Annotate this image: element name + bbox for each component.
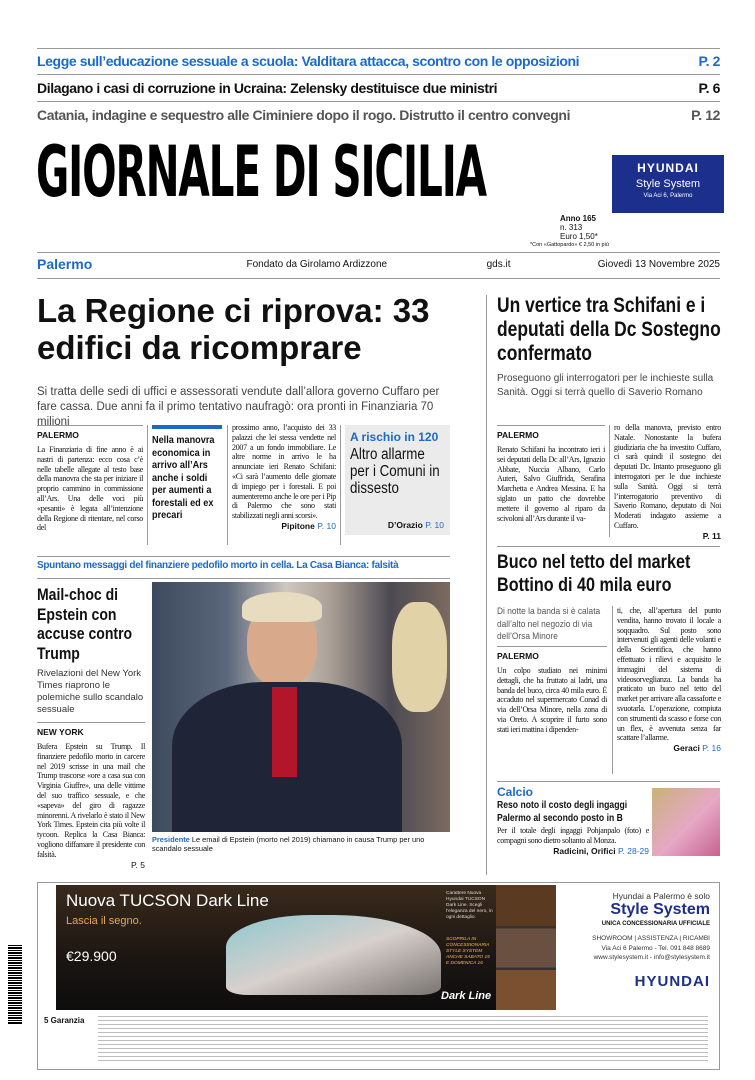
caption-label: Presidente [152, 835, 190, 844]
epstein-column [37, 586, 145, 870]
page-ref[interactable]: P. 16 [702, 743, 721, 754]
ad-tagline: Lascia il segno. [66, 915, 142, 927]
box-headline: Altro allarme per i Comuni in dissesto [350, 446, 440, 497]
pohjanpalo-photo [652, 788, 720, 856]
epstein-headline[interactable]: Mail-choc di Epstein con accuse contro Trump [37, 586, 133, 663]
prezzo-nota: *Con «Gattopardo» € 2,50 in più [530, 242, 609, 248]
caption-text: Le email di Epstein (morto nel 2019) chiamano in causa Trump per uno scandalo sessuale [152, 835, 425, 853]
kicker: NEW YORK [37, 722, 145, 737]
page-ref[interactable]: P. 28-29 [617, 845, 649, 856]
dark-line-logo: Dark Line [441, 990, 492, 1002]
ad-side-text: Carattere Nuova Hyundai TUCSON Dark Line. Scegli l’eleganza del nero, in ogni dettaglio. [446, 891, 493, 920]
teaser-text: Catania, indagine e sequestro alle Ciminiere dopo il rogo. Distrutto il centro convegni [37, 107, 571, 123]
ad-thumbnails [496, 885, 556, 1010]
prezzo: Euro 1,50* [560, 232, 598, 241]
lead-headline[interactable]: La Regione ci riprova: 33 edifici da ricomprare [37, 292, 430, 366]
lead-sidebar [152, 425, 222, 522]
dealer-address: Via Aci 6, Palermo [643, 193, 693, 199]
dealer-name: Style System [635, 178, 701, 190]
box-kicker: A rischio in 120 [350, 430, 439, 444]
kicker: PALERMO [497, 425, 605, 440]
ad-fine-print [98, 1016, 708, 1061]
teaser-page: P. 12 [691, 107, 720, 123]
hyundai-top-ad[interactable] [612, 155, 724, 213]
founder: Fondato da Girolamo Ardizzone [246, 258, 388, 270]
market-headline[interactable]: Buco nel tetto del market Bottino di 40 mila euro [497, 551, 691, 596]
numero: n. 313 [560, 223, 583, 232]
lead-subhead: Si tratta delle sedi di uffici e assessorati vendute dall’allora governo Cuffaro per fare cassa. Due anni fa il primo tentativo naufragò: ora pronti in Finanziaria 70 milioni [37, 386, 440, 428]
lead-kicker: PALERMO [37, 425, 143, 440]
services: SHOWROOM | ASSISTENZA | RICAMBI [592, 935, 710, 942]
body: Renato Schifani ha incontrato ieri i sei deputati della Dc all’Ars, Ignazio Abbate, Nuccia Albano, Carlo Auteri, Salvo Giuffrida, Serafina Marchetta e Andrea Messina. E ha siglato un patto che dovrebbe mettere il governo al riparo da scivoloni all’Ars durante il va- [497, 445, 605, 523]
lead-body-cont: prossimo anno, l’acquisto dei 33 palazzi che lei stessa vendette nel 2007 a un fondo immobiliare. Le altre norme in arrivo le ha annunciate ieri Renato Schifani: «Ci sarà l’aumento delle giornate di impiego per i forestali. E poi aumenteremo anche le ore per i Pip di Palermo che sono stati stabilizzati negli anni scorsi». [232, 423, 336, 521]
photo-caption [152, 835, 452, 853]
address: Via Aci 6 Palermo - Tel. 091 848 8689 [601, 945, 710, 952]
hyundai-logo: HYUNDAI [634, 973, 710, 990]
warranty-badge: 5 Garanzia [44, 1016, 85, 1025]
box-comuni[interactable] [345, 425, 450, 535]
calcio-item [497, 785, 649, 856]
market-subhead: Di notte la banda si è calata dall’alto nel negozio di via dell’Orsa Minore [497, 606, 601, 642]
right-lead-subhead: Proseguono gli interrogatori per le inchieste sulla Sanità. Oggi si terrà quello di Saverio Romano [497, 373, 714, 398]
date: Giovedì 13 Novembre 2025 [597, 258, 720, 270]
body: Un colpo studiato nei minimi dettagli, che ha fruttato ai ladri, una banda del buco, circa 40 mila euro. È accaduto nel supermercato Conad di via dell’Orsa Minore, nella zona di via Oreto. A scoprire il furto sono stati ieri mattina i dipenden- [497, 666, 607, 734]
teaser-text: Legge sull’educazione sessuale a scuola: Valditara attacca, scontro con le opposizioni [37, 53, 580, 69]
lead-body: La Finanziaria di fine anno è ai nastri di partenza: ecco cosa c’è nelle tabelle allegate al testo base della manovra che sta per iniziare il proprio cammino in commissione all’Ars. Una delle voci più «pesanti» è legata all’intenzione della Regione di ritentare, nel corso del [37, 445, 143, 533]
epstein-subhead: Rivelazioni del New York Times riaprono le polemiche sullo scandalo sessuale [37, 668, 144, 715]
sidebar-text: Nella manovra economica in arrivo all’Ars anche i soldi per aumenti a forestali ed ex precari [152, 434, 215, 521]
barcode [8, 945, 22, 1025]
kicker: PALERMO [497, 646, 607, 661]
masthead-title: GIORNALE DI SICILIA [36, 131, 486, 213]
calcio-kicker: Calcio [497, 785, 534, 799]
page-ref[interactable]: P. 10 [425, 520, 444, 530]
dealer-name: Style System [610, 901, 710, 918]
teaser-3[interactable] [37, 107, 720, 123]
page-ref[interactable]: P. 11 [702, 530, 721, 541]
web[interactable]: www.stylesystem.it - info@stylesystem.it [593, 954, 710, 961]
body: Bufera Epstein su Trump. Il finanziere pedofilo morto in carcere nel 2019 scrisse in una mail che Trump trascorse «ore a casa sua con Virginia Giuffre», una delle vittime del suo traffico sessuale, e che «sapeva» del giro di ragazze minorenni. A rivelarlo è stato il New York Times. Epstein cita più volte il tycoon. Replica la Casa Bianca: vogliono diffamare il presidente con falsità. [37, 742, 145, 859]
right-lead-headline[interactable]: Un vertice tra Schifani e i deputati della Dc Sostegno confermato [497, 294, 721, 365]
ad-price: €29.900 [66, 948, 117, 964]
ad-side-cta: SCOPRILA IN CONCESSIONARIA STYLE SYSTEM ANCHE SABATO 15 E DOMENICA 16 [446, 937, 490, 966]
byline: Geraci [673, 743, 700, 754]
hyundai-logo: HYUNDAI [637, 161, 699, 175]
body-cont: ti, che, all’apertura del punto vendita, hanno trovato il locale a soqquadro. Sul posto sono intervenuti gli agenti delle volanti e della Scientifica, che hanno effettuato i rilievi e acquisito le immagini del sistema di videosorveglianza. La banda ha praticato un buco nel tetto del market per arrivare alla cassaforte e svuotarla. L’operazione, compiuta con strumenti da scasso e forse con un flex, è avvenuta senza far scattare l’allarme. [617, 606, 721, 743]
body-cont: ro della manovra, previsto entro Natale. Nonostante la bufera giudiziaria che ha investito Cuffaro, ci sarà quindi il sostegno dei deputati Dc. Intanto proseguono gli interrogatori per le due inchieste sulla Sanità. Oggi si terrà l’interrogatorio preventivo di Saverio Romano, deputato di Noi Moderati indagato assieme a Cuffaro. [614, 423, 721, 530]
byline: Pipitone [281, 520, 315, 531]
page-ref[interactable]: P. 5 [130, 859, 145, 870]
teaser-text: Dilagano i casi di corruzione in Ucraina: Zelensky destituisce due ministri [37, 80, 498, 96]
page-ref[interactable]: P. 10 [317, 520, 336, 531]
calcio-body: Per il totale degli ingaggi Pohjanpalo (foto) e compagni sono dietro soltanto al Monza. [497, 826, 649, 845]
byline: D’Orazio [387, 520, 423, 530]
byline: Radicini, Orifici [553, 845, 616, 856]
anno: Anno 165 [560, 214, 597, 223]
info-bar [37, 256, 720, 272]
city-label: Palermo [37, 256, 93, 272]
trump-photo [152, 582, 450, 832]
epstein-strip[interactable]: Spuntano messaggi del finanziere pedofilo morto in cella. La Casa Bianca: falsità [37, 560, 399, 571]
teaser-page: P. 2 [698, 53, 720, 69]
teaser-2[interactable] [37, 80, 720, 96]
site-link[interactable]: gds.it [486, 258, 511, 270]
dealer-tag: UNICA CONCESSIONARIA UFFICIALE [601, 921, 710, 927]
teaser-1[interactable] [37, 53, 720, 69]
teaser-page: P. 6 [698, 80, 720, 96]
ad-title: Nuova TUCSON Dark Line [66, 891, 269, 910]
issue-info [530, 214, 609, 250]
tucson-ad[interactable] [37, 882, 720, 1070]
calcio-headline[interactable]: Reso noto il costo degli ingaggi Palermo al secondo posto in B [497, 799, 628, 824]
dealer-intro: Hyundai a Palermo è solo [612, 891, 710, 901]
